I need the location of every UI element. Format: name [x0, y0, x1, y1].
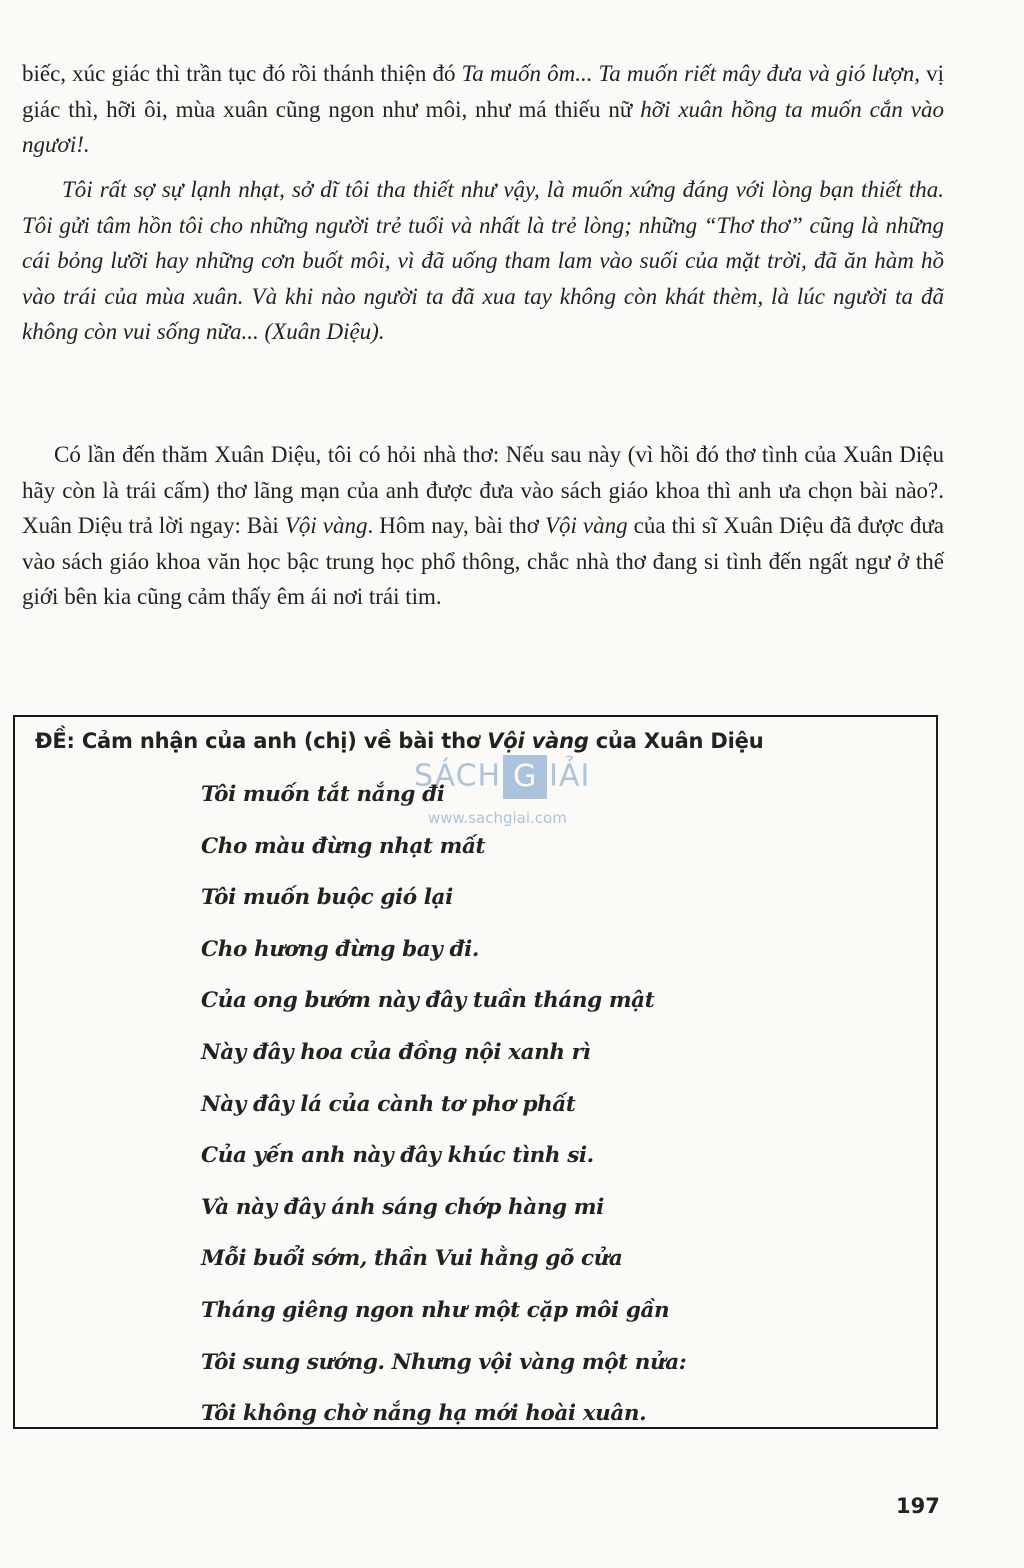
- poem-line: Tôi muốn buộc gió lại: [201, 885, 453, 911]
- poem-line: Mỗi buổi sớm, thần Vui hằng gõ cửa: [201, 1246, 623, 1272]
- exercise-box: [13, 715, 938, 1429]
- poem-line: Cho màu đừng nhạt mất: [201, 833, 486, 859]
- paragraph-1-quote-a: Ta muốn ôm... Ta muốn riết mây đưa và gió lượn,: [461, 61, 920, 86]
- poem-line: Này đây hoa của đồng nội xanh rì: [201, 1039, 591, 1065]
- paragraph-1: [22, 56, 944, 163]
- paragraph-2-quote: Tôi rất sợ sự lạnh nhạt, sở dĩ tôi tha thiết như vậy, là muốn xứng đáng với lòng bạn thiết tha. Tôi gửi tâm hồn tôi cho những người trẻ tuổi và nhất là trẻ lòng; những “Thơ thơ” cũng là những cái bỏng lưỡi hay những cơn buốt môi, vì đã uống tham lam vào suối của mặt trời, đã ăn hàm hồ vào trái của mùa xuân. Và khi nào người ta đã xua tay không còn khát thèm, là lúc người ta đã không còn vui sống nữa... (Xuân Diệu).: [22, 177, 944, 344]
- poem-line: Tháng giêng ngon như một cặp môi gần: [201, 1297, 670, 1323]
- exercise-title-suffix: của Xuân Diệu: [588, 729, 764, 753]
- page-number: 197: [896, 1494, 940, 1518]
- watermark-logo-text-a: SÁCH: [414, 758, 502, 794]
- poem-line: Tôi sung sướng. Nhưng vội vàng một nửa:: [201, 1349, 687, 1375]
- poem-line: Của yến anh này đây khúc tình si.: [201, 1143, 594, 1169]
- poem-line: Của ong bướm này đây tuần tháng mật: [201, 988, 655, 1014]
- paragraph-1-text-b: vị giác thì, hỡi ôi, mùa xuân cũng ngon như môi, như má thiếu nữ: [22, 61, 945, 122]
- poem-line: Này đây lá của cành tơ phơ phất: [201, 1091, 576, 1117]
- watermark-logo-g: G: [503, 755, 547, 799]
- paragraph-1-quote-b: hỡi xuân hồng ta muốn cắn vào ngươi!.: [22, 96, 944, 157]
- paragraph-3-text-c: của thi sĩ Xuân Diệu đã được đưa vào sách giáo khoa văn học bậc trung học phổ thông, chắc nhà thơ đang si tình đến ngất ngư ở thế giới bên kia cũng cảm thấy êm ái nơi trái tim.: [22, 513, 945, 609]
- exercise-title-poem: Vội vàng: [487, 729, 589, 753]
- poem-excerpt: [201, 769, 686, 1440]
- exercise-title-prefix: ĐỀ: Cảm nhận của anh (chị) về bài thơ: [35, 729, 488, 753]
- watermark-logo-text-b: IẢI: [549, 758, 591, 794]
- paragraph-3-text-b: . Hôm nay, bài thơ: [367, 513, 545, 538]
- paragraph-3-poem-title-b: Vội vàng: [544, 513, 628, 538]
- poem-line: Tôi muốn tắt nắng đi: [201, 782, 445, 807]
- paragraph-3-poem-title-a: Vội vàng: [284, 513, 368, 538]
- poem-line: Cho hương đừng bay đi.: [201, 936, 479, 962]
- poem-line: Và này đây ánh sáng chớp hàng mi: [201, 1194, 604, 1220]
- paragraph-3: [22, 437, 944, 615]
- paragraph-1-text-a: biếc, xúc giác thì trần tục đó rồi thánh thiện đó: [22, 61, 462, 86]
- poem-line: Tôi không chờ nắng hạ mới hoài xuân.: [201, 1401, 647, 1427]
- exercise-title: [35, 729, 763, 753]
- paragraph-3-text-a: Có lần đến thăm Xuân Diệu, tôi có hỏi nhà thơ: Nếu sau này (vì hồi đó thơ tình của Xuân Diệu hãy còn là trái cấm) thơ lãng mạn của anh được đưa vào sách giáo khoa thì anh ưa chọn bài nào?. Xuân Diệu trả lời ngay: Bài: [22, 442, 944, 538]
- watermark-url: www.sachgiai.com: [428, 809, 567, 827]
